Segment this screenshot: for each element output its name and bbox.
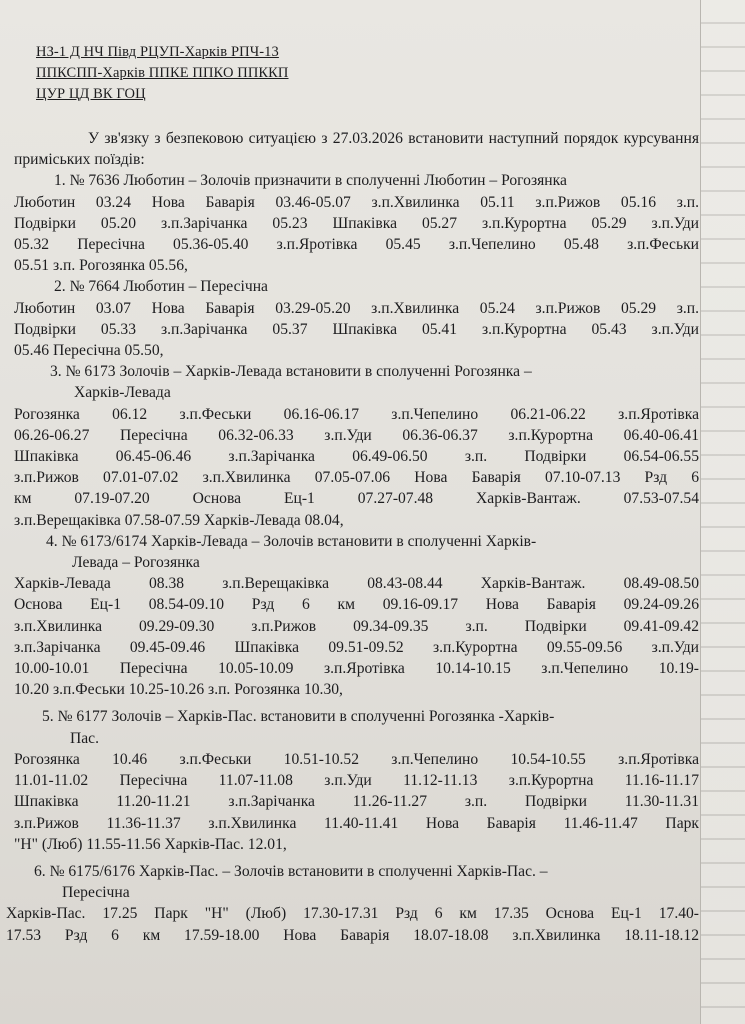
schedule-line: 05.46 Пересічна 05.50,: [14, 342, 164, 360]
next-page-edge: [701, 0, 745, 1024]
document-body: [6, 128, 699, 946]
schedule-line: Шпаківка 11.20-11.21 з.п.Зарічанка 11.26-11.27 з.п. Подвірки 11.30-11.31: [14, 793, 699, 811]
item-title: 5. № 6177 Золочів – Харків-Пас. встановити в сполученні Рогозянка -Харків-: [42, 708, 555, 726]
schedule-line: Подвірки 05.33 з.п.Зарічанка 05.37 Шпаківка 05.41 з.п.Курортна 05.43 з.п.Уди: [14, 320, 699, 338]
schedule-line: 10.20 з.п.Феськи 10.25-10.26 з.п. Рогозянка 10.30,: [14, 681, 343, 699]
schedule-line: Рогозянка 06.12 з.п.Феськи 06.16-06.17 з.п.Чепелино 06.21-06.22 з.п.Яротівка: [14, 405, 699, 423]
schedule-line: з.п.Хвилинка 09.29-09.30 з.п.Рижов 09.34-09.35 з.п. Подвірки 09.41-09.42: [14, 617, 699, 635]
schedule-line: Шпаківка 06.45-06.46 з.п.Зарічанка 06.49-06.50 з.п. Подвірки 06.54-06.55: [14, 448, 699, 466]
header-line-2: ППКСПП-Харків ППКЕ ППКО ППККП: [36, 65, 289, 81]
schedule-line: з.п.Верещаківка 07.58-07.59 Харків-Левада 08.04,: [14, 511, 344, 529]
item-title: 6. № 6175/6176 Харків-Пас. – Золочів встановити в сполученні Харків-Пас. –: [34, 862, 548, 880]
schedule-line: Харків-Пас. 17.25 Парк "Н" (Люб) 17.30-17.31 Рзд 6 км 17.35 Основа Ец-1 17.40-: [6, 905, 699, 923]
schedule-line: з.п.Зарічанка 09.45-09.46 Шпаківка 09.51-09.52 з.п.Курортна 09.55-09.56 з.п.Уди: [14, 638, 699, 656]
item-subtitle: Харків-Левада: [74, 384, 171, 402]
list-item: [14, 531, 699, 701]
schedule-line: 06.26-06.27 Пересічна 06.32-06.33 з.п.Уди 06.36-06.37 з.п.Курортна 06.40-06.41: [14, 426, 699, 444]
schedule-line: Основа Ец-1 08.54-09.10 Рзд 6 км 09.16-09.17 Нова Баварія 09.24-09.26: [14, 596, 699, 614]
addressee-header: [36, 42, 289, 105]
schedule-line: 10.00-10.01 Пересічна 10.05-10.09 з.п.Яротівка 10.14-10.15 з.п.Чепелино 10.19-: [14, 660, 699, 678]
list-item: [14, 706, 699, 854]
schedule-line: Люботин 03.07 Нова Баварія 03.29-05.20 з.п.Хвилинка 05.24 з.п.Рижов 05.29 з.п.: [14, 299, 699, 317]
item-title: 3. № 6173 Золочів – Харків-Левада встановити в сполученні Рогозянка –: [50, 363, 532, 381]
list-item: [14, 361, 699, 531]
schedule-line: з.п.Рижов 07.01-07.02 з.п.Хвилинка 07.05-07.06 Нова Баварія 07.10-07.13 Рзд 6: [14, 469, 699, 487]
schedule-line: 05.32 Пересічна 05.36-05.40 з.п.Яротівка 05.45 з.п.Чепелино 05.48 з.п.Феськи: [14, 236, 699, 254]
list-item: [14, 276, 699, 361]
intro-paragraph: У зв'язку з безпековою ситуацією з 27.03.2026 встановити наступний порядок курсування приміських поїздів:: [14, 130, 699, 169]
schedule-line: "Н" (Люб) 11.55-11.56 Харків-Пас. 12.01,: [14, 835, 287, 853]
schedule-line: км 07.19-07.20 Основа Ец-1 07.27-07.48 Харків-Вантаж. 07.53-07.54: [14, 490, 699, 508]
schedule-line: 05.51 з.п. Рогозянка 05.56,: [14, 257, 188, 275]
schedule-line: Подвірки 05.20 з.п.Зарічанка 05.23 Шпаківка 05.27 з.п.Курортна 05.29 з.п.Уди: [14, 214, 699, 232]
item-subtitle: Пересічна: [62, 884, 130, 902]
schedule-line: з.п.Рижов 11.36-11.37 з.п.Хвилинка 11.40-11.41 Нова Баварія 11.46-11.47 Парк: [14, 814, 699, 832]
item-title: 4. № 6173/6174 Харків-Левада – Золочів встановити в сполученні Харків-: [46, 532, 537, 550]
header-line-1: НЗ-1 Д НЧ Півд РЦУП-Харків РПЧ-13: [36, 44, 279, 60]
schedule-line: 11.01-11.02 Пересічна 11.07-11.08 з.п.Уди 11.12-11.13 з.п.Курортна 11.16-11.17: [14, 772, 699, 790]
item-title: 1. № 7636 Люботин – Золочів призначити в сполученні Люботин – Рогозянка: [54, 172, 567, 190]
item-subtitle: Левада – Рогозянка: [72, 554, 200, 572]
schedule-line: Харків-Левада 08.38 з.п.Верещаківка 08.43-08.44 Харків-Вантаж. 08.49-08.50: [14, 575, 699, 593]
list-item: [6, 861, 699, 946]
schedule-line: Рогозянка 10.46 з.п.Феськи 10.51-10.52 з.п.Чепелино 10.54-10.55 з.п.Яротівка: [14, 750, 699, 768]
header-line-3: ЦУР ЦД ВК ГОЦ: [36, 86, 146, 102]
list-item: [14, 170, 699, 276]
item-title: 2. № 7664 Люботин – Пересічна: [54, 278, 268, 296]
item-subtitle: Пас.: [70, 729, 100, 747]
schedule-line: 17.53 Рзд 6 км 17.59-18.00 Нова Баварія 18.07-18.08 з.п.Хвилинка 18.11-18.12: [6, 926, 699, 944]
schedule-line: Люботин 03.24 Нова Баварія 03.46-05.07 з.п.Хвилинка 05.11 з.п.Рижов 05.16 з.п.: [14, 193, 699, 211]
